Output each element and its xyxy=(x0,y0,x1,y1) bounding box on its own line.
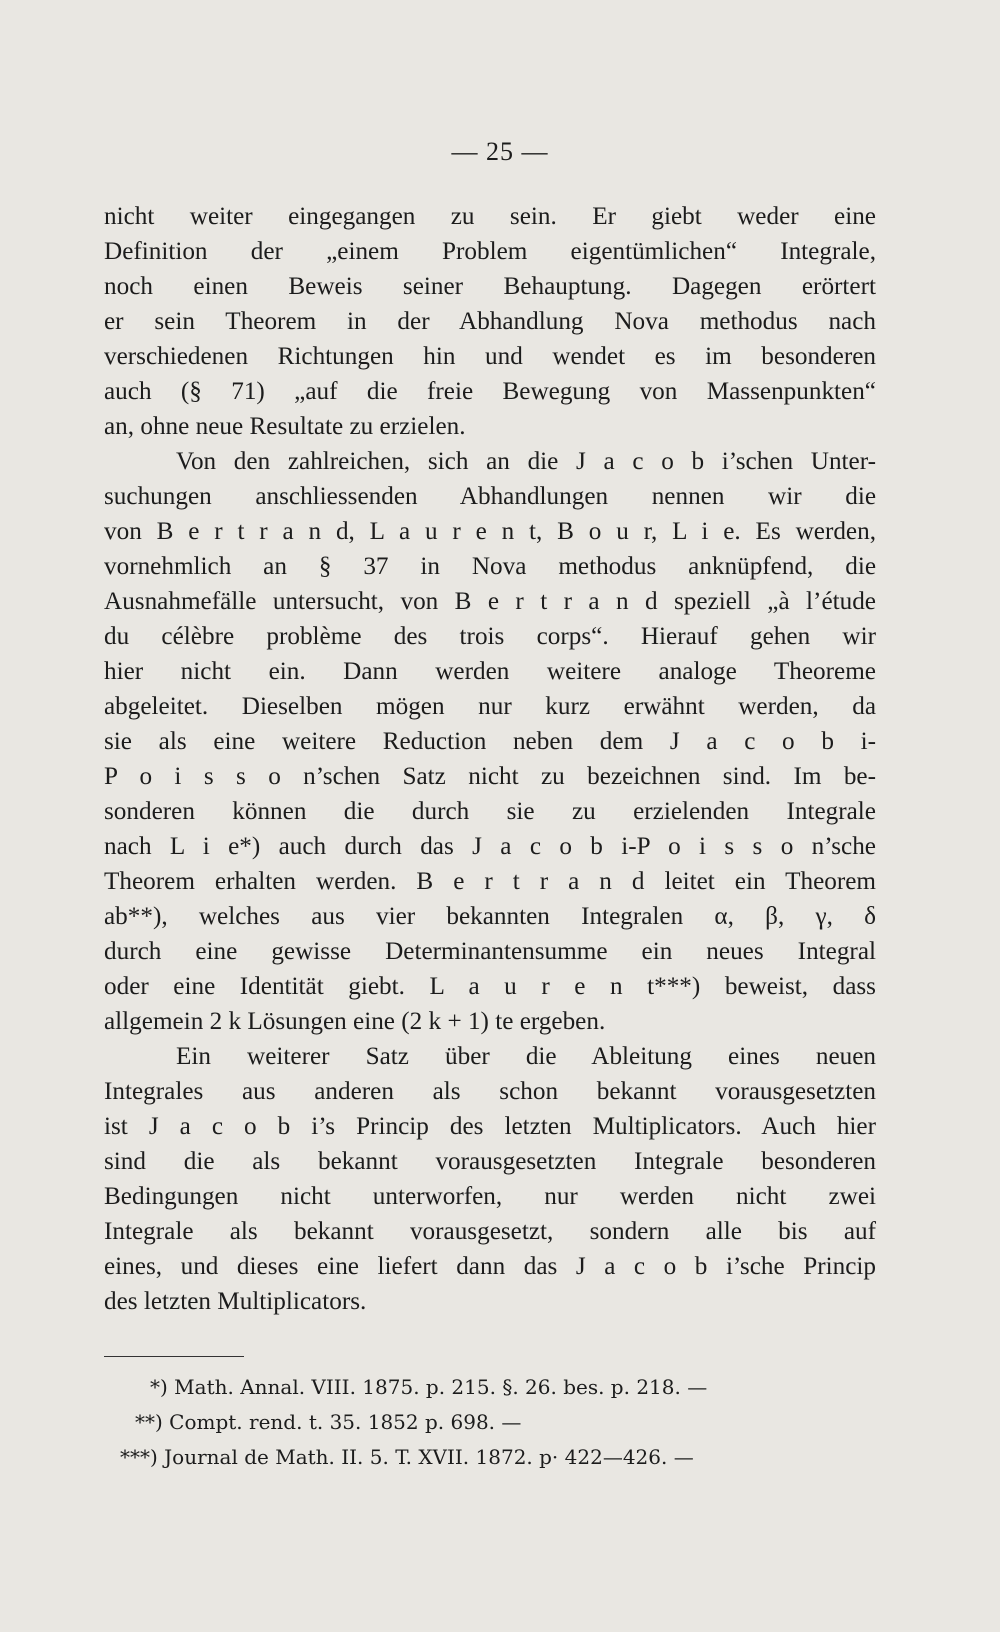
text-line: ab**), welches aus vier bekannten Integralen α, β, γ, δ xyxy=(104,903,876,930)
footnote-1: *) Math. Annal. VIII. 1875. p. 215. §. 26. bes. p. 218. — xyxy=(150,1375,708,1399)
text-line: ist J a c o b i’s Princip des letzten Multiplicators. Auch hier xyxy=(104,1113,876,1140)
text-line: sonderen können die durch sie zu erzielenden Integrale xyxy=(104,798,876,825)
text-line: suchungen anschliessenden Abhandlungen nennen wir die xyxy=(104,483,876,510)
text-line: hier nicht ein. Dann werden weitere analoge Theoreme xyxy=(104,658,876,685)
text-line: er sein Theorem in der Abhandlung Nova methodus nach xyxy=(104,308,876,335)
text-line: allgemein 2 k Lösungen eine (2 k + 1) te ergeben. xyxy=(104,1008,606,1035)
text-line: oder eine Identität giebt. L a u r e n t***) beweist, dass xyxy=(104,973,876,1000)
text-line: Integrales aus anderen als schon bekannt vorausgesetzten xyxy=(104,1078,876,1105)
text-line: eines, und dieses eine liefert dann das J a c o b i’sche Princip xyxy=(104,1253,876,1280)
text-line: an, ohne neue Resultate zu erzielen. xyxy=(104,413,466,440)
text-line: verschiedenen Richtungen hin und wendet es im besonderen xyxy=(104,343,876,370)
page-number: — 25 — xyxy=(451,137,549,166)
text-line: sind die als bekannt vorausgesetzten Integrale besonderen xyxy=(104,1148,876,1175)
text-line: P o i s s o n’schen Satz nicht zu bezeichnen sind. Im be- xyxy=(104,763,876,790)
footnote-3: ***) Journal de Math. II. 5. T. XVII. 1872. p· 422—426. — xyxy=(120,1445,694,1469)
footnote-divider xyxy=(104,1356,244,1357)
text-line: du célèbre problème des trois corps“. Hierauf gehen wir xyxy=(104,623,876,650)
text-line: abgeleitet. Dieselben mögen nur kurz erwähnt werden, da xyxy=(104,693,876,720)
text-line: Ausnahmefälle untersucht, von B e r t r a n d speziell „à l’étude xyxy=(104,588,876,615)
text-line: Definition der „einem Problem eigentümlichen“ Integrale, xyxy=(104,238,876,265)
text-line: Bedingungen nicht unterworfen, nur werden nicht zwei xyxy=(104,1183,876,1210)
paragraph-start-line: Von den zahlreichen, sich an die J a c o b i’schen Unter- xyxy=(176,448,876,475)
text-line: Integrale als bekannt vorausgesetzt, sondern alle bis auf xyxy=(104,1218,876,1245)
paragraph-start-line: Ein weiterer Satz über die Ableitung eines neuen xyxy=(176,1043,876,1070)
text-line: nach L i e*) auch durch das J a c o b i-P o i s s o n’sche xyxy=(104,833,876,860)
text-line: Theorem erhalten werden. B e r t r a n d leitet ein Theorem xyxy=(104,868,876,895)
text-line: von B e r t r a n d, L a u r e n t, B o u r, L i e. Es werden, xyxy=(104,518,876,545)
body-text xyxy=(104,199,876,1319)
text-line: des letzten Multiplicators. xyxy=(104,1288,367,1315)
text-line: sie als eine weitere Reduction neben dem J a c o b i- xyxy=(104,728,876,755)
footnotes xyxy=(120,1370,860,1475)
text-line: vornehmlich an § 37 in Nova methodus anknüpfend, die xyxy=(104,553,876,580)
text-line: nicht weiter eingegangen zu sein. Er giebt weder eine xyxy=(104,203,876,230)
text-line: auch (§ 71) „auf die freie Bewegung von Massenpunkten“ xyxy=(104,378,876,405)
text-line: noch einen Beweis seiner Behauptung. Dagegen erörtert xyxy=(104,273,876,300)
text-line: durch eine gewisse Determinantensumme ein neues Integral xyxy=(104,938,876,965)
footnote-2: **) Compt. rend. t. 35. 1852 p. 698. — xyxy=(135,1410,522,1434)
